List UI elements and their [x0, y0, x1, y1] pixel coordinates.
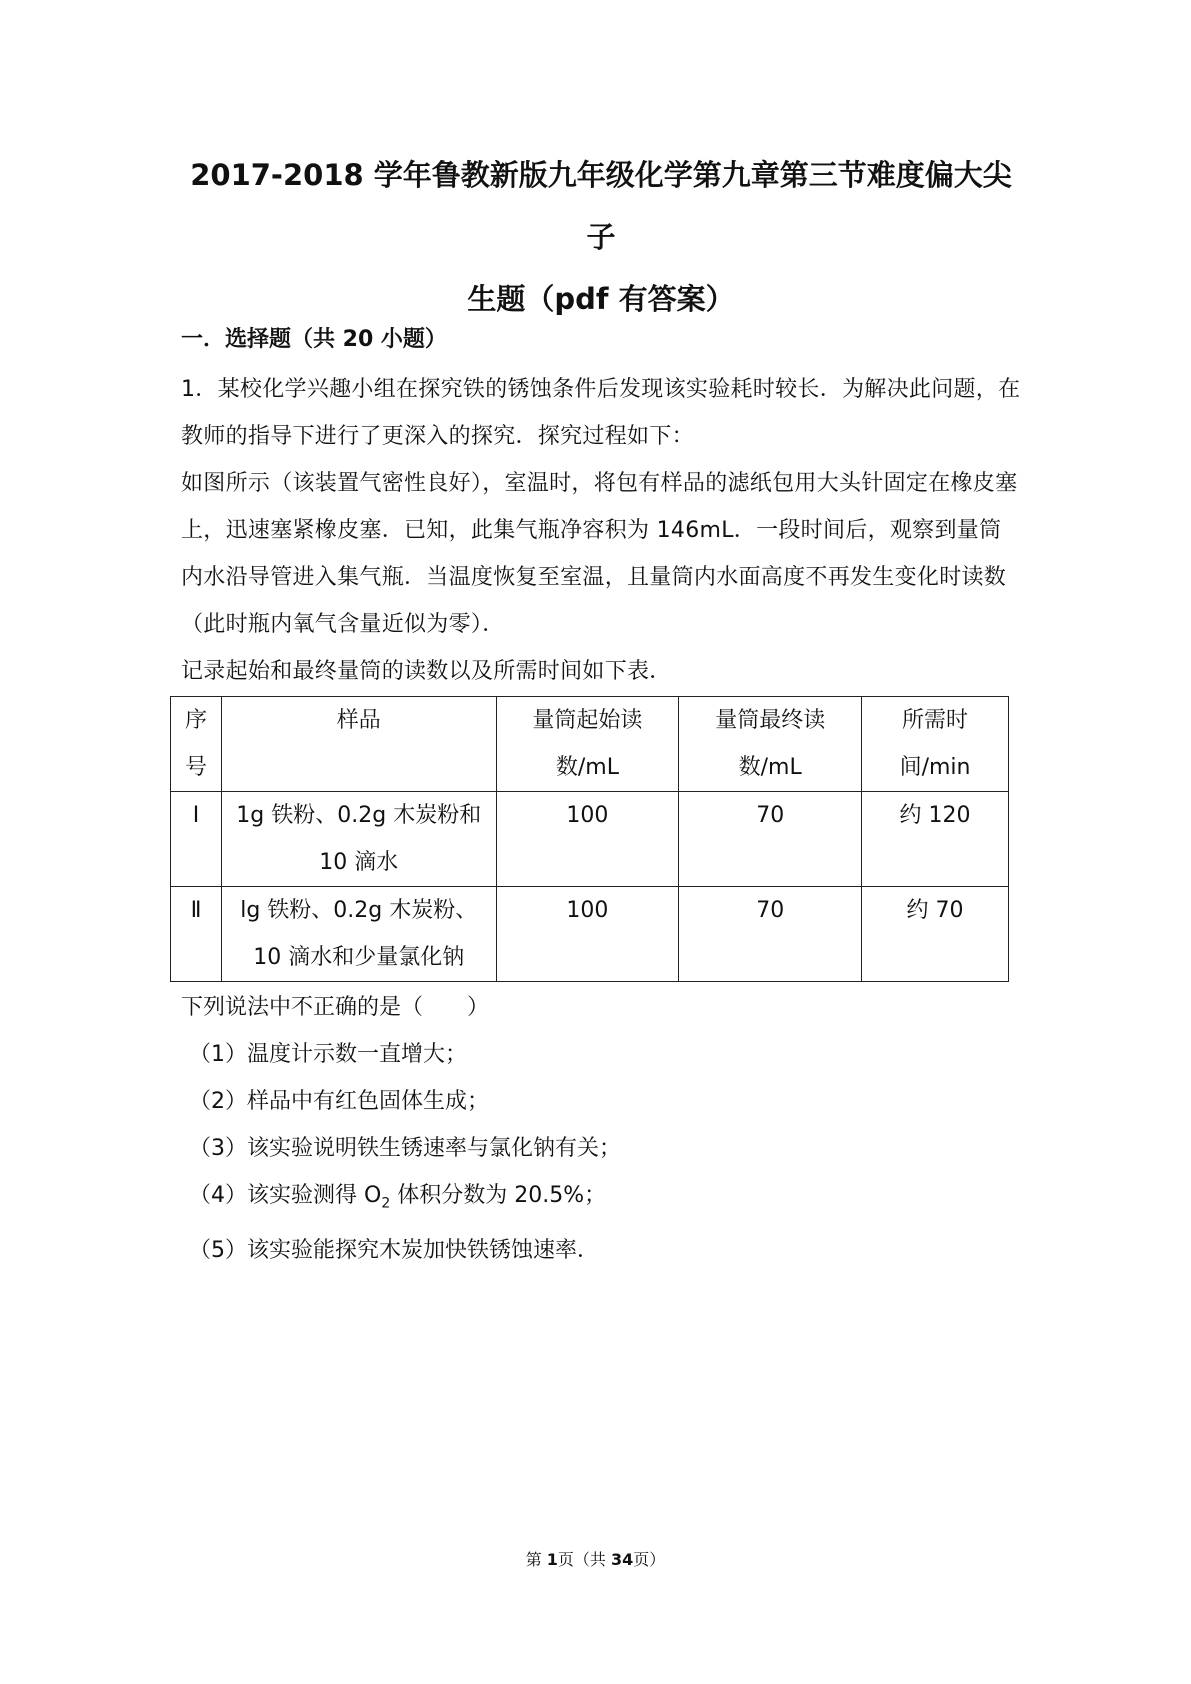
header-time: 所需时间/min: [862, 697, 1009, 792]
option-3: （3）该实验说明铁生锈速率与氯化钠有关；: [189, 1136, 621, 1161]
option-4-text-post: 体积分数为 20.5%；: [390, 1183, 607, 1208]
document-title: [180, 144, 1022, 330]
cell-seq: Ⅰ: [171, 792, 222, 887]
option-2: （2）样品中有红色固体生成；: [189, 1089, 489, 1114]
title-line-2: 生题（pdf 有答案）: [467, 282, 735, 316]
footer-pre: 第: [525, 1550, 547, 1569]
table-header-row: [171, 697, 1009, 792]
cell-end-reading: 70: [679, 887, 862, 982]
footer-page-number: 1: [546, 1550, 558, 1569]
question-paragraph-2: 如图所示（该装置气密性良好），室温时，将包有样品的滤纸包用大头针固定在橡皮塞上，迅速塞紧橡皮塞．已知，此集气瓶净容积为 146mL．一段时间后，观察到量筒内水沿导管进入集气瓶．当温度恢复至室温，且量筒内水面高度不再发生变化时读数（此时瓶内氧气含量近似为零）．: [181, 471, 1018, 637]
header-seq: 序号: [171, 697, 222, 792]
page-footer: [0, 1549, 1191, 1571]
header-start-reading: 量筒起始读数/mL: [496, 697, 679, 792]
option-4-subscript: 2: [381, 1195, 391, 1212]
option-5: （5）该实验能探究木炭加快铁锈蚀速率．: [189, 1238, 599, 1264]
cell-start-reading: 100: [496, 887, 679, 982]
cell-time: 约 120: [862, 792, 1009, 887]
footer-total-pages: 34: [611, 1550, 634, 1569]
question-paragraph-3: 记录起始和最终量筒的读数以及所需时间如下表．: [181, 659, 672, 684]
footer-post: 页）: [633, 1550, 666, 1569]
cell-start-reading: 100: [496, 792, 679, 887]
cell-seq: Ⅱ: [171, 887, 222, 982]
cell-sample: lg 铁粉、0.2g 木炭粉、10 滴水和少量氯化钠: [221, 887, 496, 982]
question-prompt: 下列说法中不正确的是（ ）: [181, 995, 490, 1020]
section-heading: 一．选择题（共 20 小题）: [181, 327, 447, 352]
cell-end-reading: 70: [679, 792, 862, 887]
cell-sample: 1g 铁粉、0.2g 木炭粉和10 滴水: [221, 792, 496, 887]
table-row: [171, 792, 1009, 887]
header-sample: 样品: [221, 697, 496, 792]
cell-time: 约 70: [862, 887, 1009, 982]
table-row: [171, 887, 1009, 982]
header-end-reading: 量筒最终读数/mL: [679, 697, 862, 792]
experiment-table: [170, 696, 1009, 982]
title-line-1: 2017-2018 学年鲁教新版九年级化学第九章第三节难度偏大尖子: [190, 158, 1012, 254]
option-4: [181, 1172, 1021, 1227]
question-options-block: [181, 984, 1021, 1274]
question-paragraph-1: 1．某校化学兴趣小组在探究铁的锈蚀条件后发现该实验耗时较长．为解决此问题，在教师的指导下进行了更深入的探究．探究过程如下：: [181, 377, 1021, 449]
option-1: （1）温度计示数一直增大；: [189, 1042, 467, 1067]
footer-mid: 页（共: [557, 1550, 612, 1569]
option-4-text-pre: （4）该实验测得 O: [189, 1183, 382, 1208]
